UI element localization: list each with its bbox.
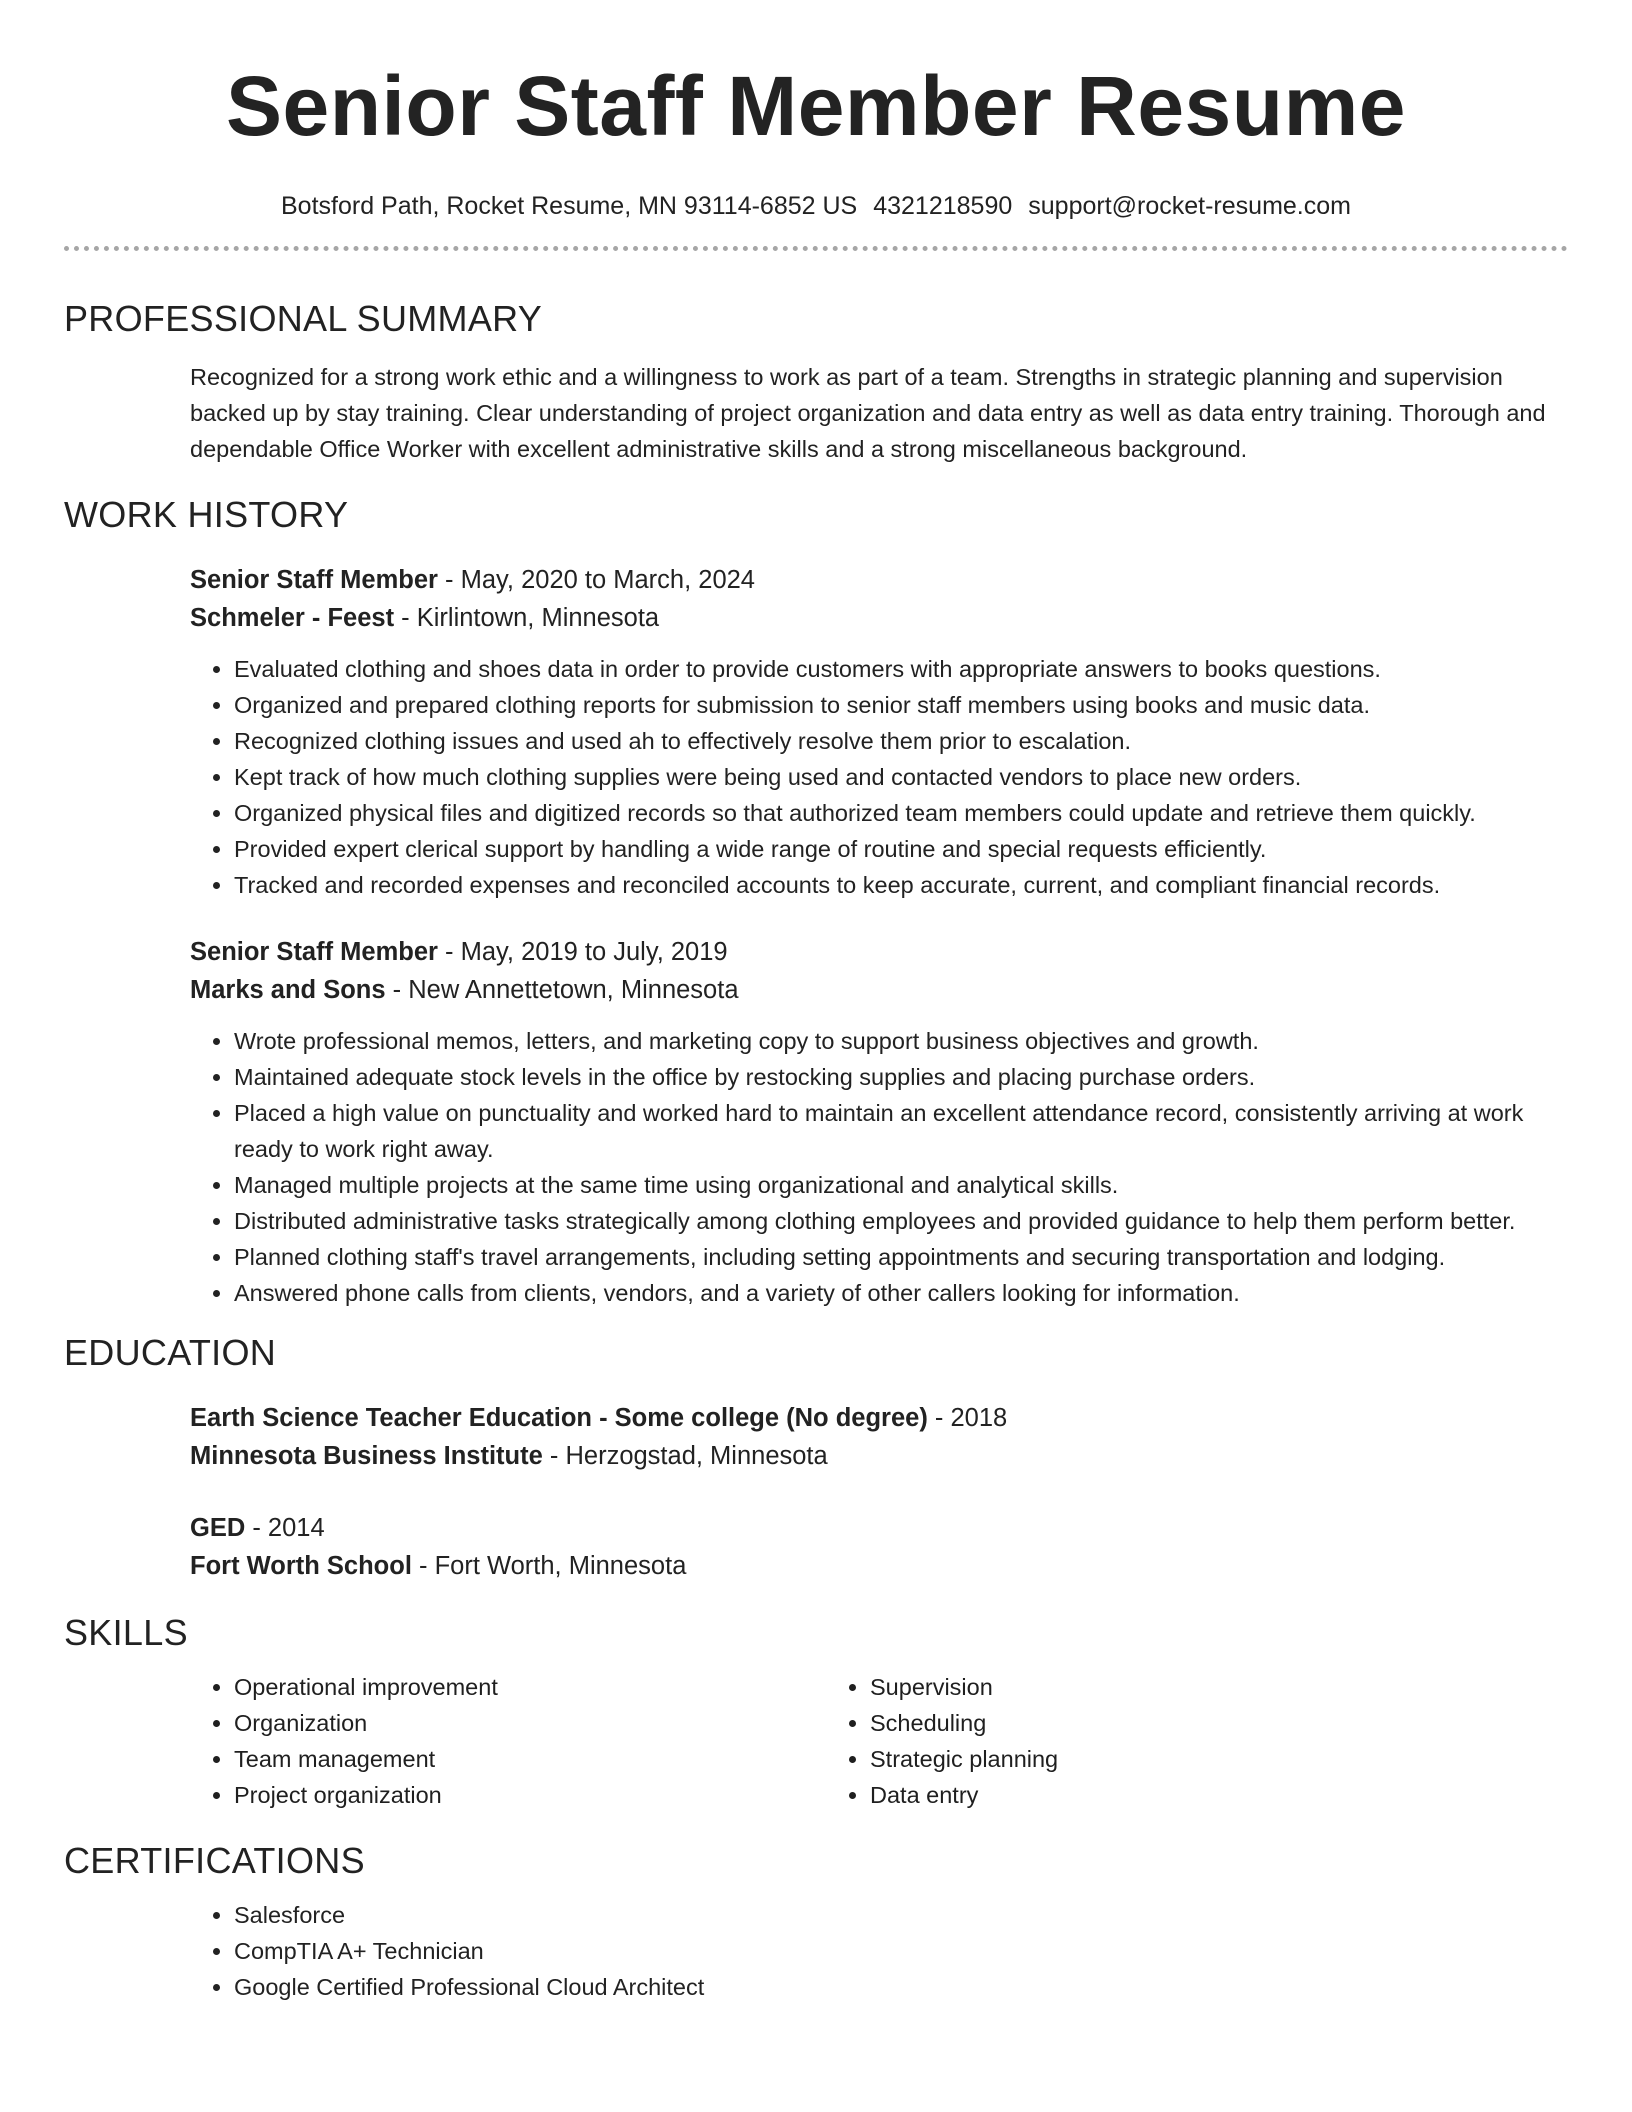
skills-column-left [190,1669,826,1813]
list-item: • Planned clothing staff's travel arrangements, including setting appointments and securing transportation and lodging. [234,1239,1568,1275]
education-degree-line [190,1399,1568,1437]
section-title-skills: SKILLS [64,1612,188,1653]
list-item: • Data entry [870,1777,1462,1813]
list-item: • Provided expert clerical support by handling a wide range of routine and special requests efficiently. [234,831,1568,867]
list-item: • Distributed administrative tasks strategically among clothing employees and provided guidance to help them perform better. [234,1203,1568,1239]
contact-address: Botsford Path, Rocket Resume, MN 93114-6852 US [281,192,858,220]
certifications-section [64,1897,1568,2005]
summary-text: Recognized for a strong work ethic and a willingness to work as part of a team. Strengths in strategic planning and supervision backed up by stay training. Clear understanding of project organization and data entry as well as data entry training. Thorough and dependable Office Worker with excellent administrative skills and a strong miscellaneous background. [190,364,1546,462]
job-dates: - May, 2020 to March, 2024 [437,566,755,594]
education-location: - Herzogstad, Minnesota [542,1442,828,1470]
header-divider [64,246,1568,251]
list-item: • Operational improvement [234,1669,826,1705]
section-title-summary: PROFESSIONAL SUMMARY [64,298,543,339]
list-item: • Project organization [234,1777,826,1813]
work-history-section [64,561,1568,1311]
education-entry [190,1399,1568,1475]
list-item: • CompTIA A+ Technician [234,1933,1568,1969]
list-item: • Salesforce [234,1897,1568,1933]
education-location: - Fort Worth, Minnesota [411,1552,687,1580]
list-item: • Tracked and recorded expenses and reconciled accounts to keep accurate, current, and compliant financial records. [234,867,1568,903]
education-school-line [190,1437,1568,1475]
section-title-work-history: WORK HISTORY [64,494,349,535]
job-company-line [190,971,1568,1009]
job-entry [190,933,1568,1311]
section-title-certifications: CERTIFICATIONS [64,1840,365,1881]
job-bullets [190,1023,1568,1311]
job-entry [190,561,1568,903]
education-section [64,1399,1568,1585]
education-school: Minnesota Business Institute [190,1442,543,1470]
job-bullets [190,651,1568,903]
summary-section [64,359,1568,467]
job-title-line [190,561,1568,599]
list-item: • Placed a high value on punctuality and worked hard to maintain an excellent attendance record, consistently arriving at work ready to work right away. [234,1095,1568,1167]
job-company: Schmeler - Feest [190,604,395,632]
list-item: • Answered phone calls from clients, vendors, and a variety of other callers looking for information. [234,1275,1568,1311]
list-item: • Google Certified Professional Cloud Architect [234,1969,1568,2005]
resume-title: Senior Staff Member Resume [226,59,1406,153]
list-item: • Strategic planning [870,1741,1462,1777]
contact-phone: 4321218590 [873,192,1013,220]
education-school: Fort Worth School [190,1552,412,1580]
job-location: - New Annettetown, Minnesota [385,976,739,1004]
list-item: • Evaluated clothing and shoes data in order to provide customers with appropriate answers to books questions. [234,651,1568,687]
section-title-education: EDUCATION [64,1332,277,1373]
list-item: • Supervision [870,1669,1462,1705]
list-item: • Wrote professional memos, letters, and marketing copy to support business objectives and growth. [234,1023,1568,1059]
education-degree: GED [190,1514,246,1542]
education-year: - 2014 [245,1514,325,1542]
skills-grid [190,1669,1568,1813]
list-item: • Organized physical files and digitized records so that authorized team members could update and retrieve them quickly. [234,795,1568,831]
list-item: • Kept track of how much clothing supplies were being used and contacted vendors to place new orders. [234,759,1568,795]
education-year: - 2018 [927,1404,1008,1432]
contact-email: support@rocket-resume.com [1028,192,1351,220]
education-degree: Earth Science Teacher Education - Some college (No degree) [190,1404,928,1432]
list-item: • Maintained adequate stock levels in the office by restocking supplies and placing purchase orders. [234,1059,1568,1095]
job-company: Marks and Sons [190,976,386,1004]
skills-column-right [826,1669,1462,1813]
job-location: - Kirlintown, Minnesota [394,604,660,632]
skills-section [64,1669,1568,1813]
list-item: • Organized and prepared clothing reports for submission to senior staff members using books and music data. [234,687,1568,723]
education-degree-line [190,1509,1568,1547]
job-position: Senior Staff Member [190,566,438,594]
list-item: • Scheduling [870,1705,1462,1741]
education-entry [190,1509,1568,1585]
contact-line [64,190,1568,222]
list-item: • Organization [234,1705,826,1741]
job-position: Senior Staff Member [190,938,438,966]
list-item: • Recognized clothing issues and used ah to effectively resolve them prior to escalation. [234,723,1568,759]
certifications-list [190,1897,1568,2005]
job-title-line [190,933,1568,971]
list-item: • Team management [234,1741,826,1777]
job-company-line [190,599,1568,637]
job-dates: - May, 2019 to July, 2019 [437,938,728,966]
list-item: • Managed multiple projects at the same time using organizational and analytical skills. [234,1167,1568,1203]
education-school-line [190,1547,1568,1585]
